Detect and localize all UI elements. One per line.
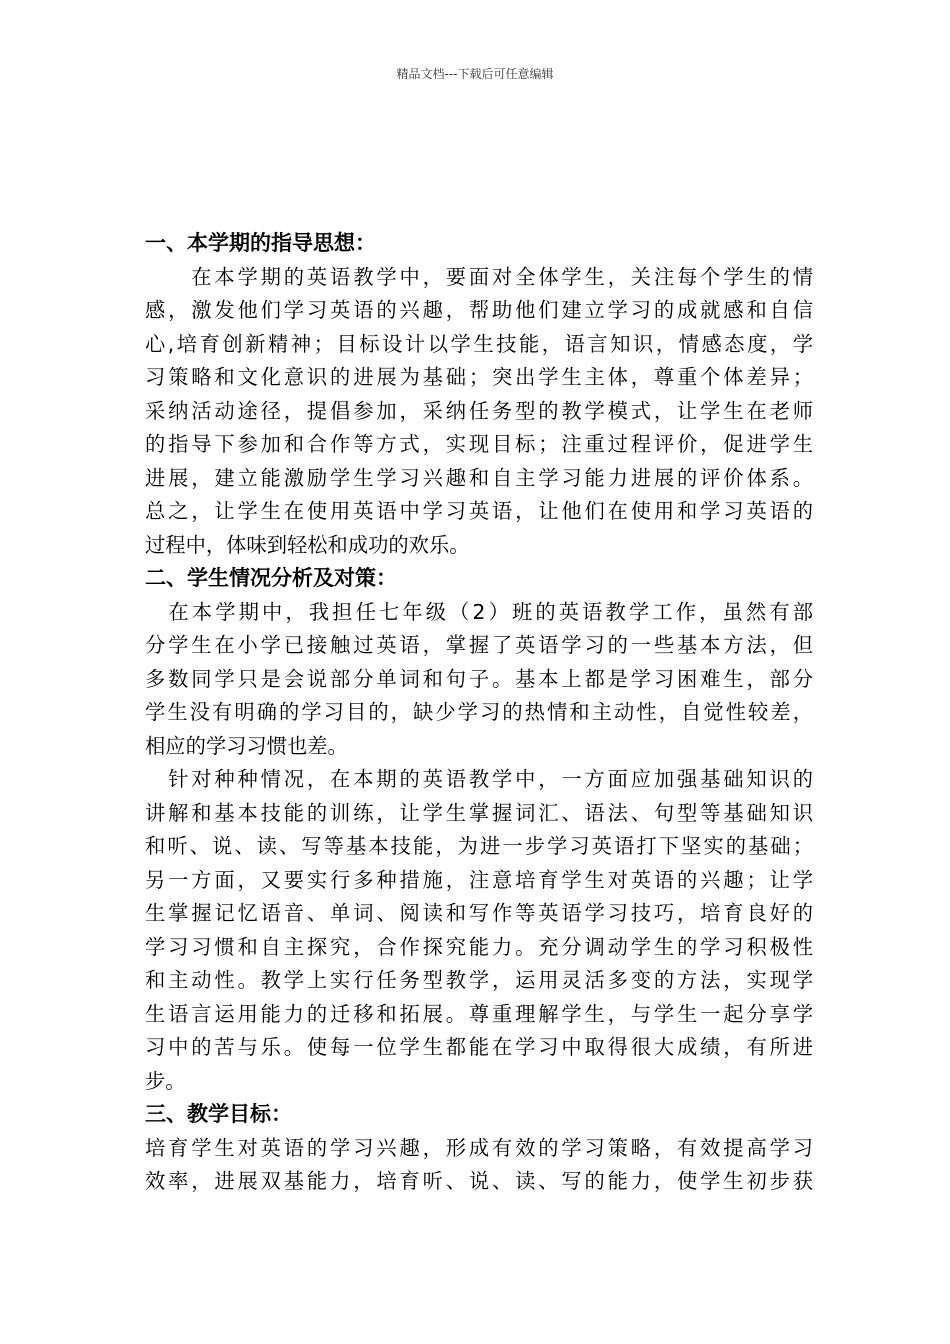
text-line: 多数同学只是会说部分单词和句子。基本上都是学习困难生，部分: [145, 666, 813, 691]
section-heading: 三、教学目标：: [145, 1102, 292, 1126]
paragraph: [145, 763, 813, 1098]
text-line: 和听、说、读、写等基本技能，为进一步学习英语打下坚实的基础；: [145, 834, 813, 858]
text-line: 另一方面，又要实行多种措施，注意培育学生对英语的兴趣；让学: [145, 867, 813, 892]
text-line: 针对种种情况，在本期的英语教学中，一方面应加强基础知识的: [145, 767, 813, 791]
text-line: 步。: [145, 1068, 186, 1093]
text-line: 学生没有明确的学习目的，缺少学习的热情和主动性，自觉性较差，: [145, 700, 813, 724]
text-line: 感，激发他们学习英语的兴趣，帮助他们建立学习的成就感和自信: [145, 298, 813, 322]
paragraph: [145, 596, 813, 764]
text-line: 相应的学习习惯也差。: [145, 733, 348, 758]
text-line: 采纳活动途径，提倡参加，采纳任务型的教学模式，让学生在老师: [145, 398, 813, 423]
text-line: 进展，建立能激励学生学习兴趣和自主学习能力进展的评价体系。: [145, 465, 813, 490]
section-heading: 一、本学期的指导思想：: [145, 231, 376, 255]
text-line: 效率，进展双基能力，培育听、说、读、写的能力，使学生初步获: [145, 1169, 813, 1193]
text-line: 的指导下参加和合作等方式，实现目标；注重过程评价，促进学生: [145, 432, 813, 456]
text-line: 生语言运用能力的迁移和拓展。尊重理解学生，与学生一起分享学: [145, 1001, 813, 1026]
text-line: 心,培育创新精神；目标设计以学生技能，语言知识，情感态度，学: [145, 331, 813, 356]
page-header: 精品文档---下载后可任意编辑: [396, 67, 554, 81]
text-line: 总之，让学生在使用英语中学习英语，让他们在使用和学习英语的: [145, 499, 813, 523]
paragraph: [145, 261, 813, 563]
text-line: 在本学期中，我担任七年级（2）班的英语教学工作，虽然有部: [145, 599, 813, 624]
text-line: 过程中，体味到轻松和成功的欢乐。: [145, 532, 470, 557]
text-line: 在本学期的英语教学中，要面对全体学生，关注每个学生的情: [145, 264, 813, 289]
text-line: 学习习惯和自主探究，合作探究能力。充分调动学生的学习积极性: [145, 934, 813, 959]
paragraph: [145, 1132, 813, 1199]
text-line: 培育学生对英语的学习兴趣，形成有效的学习策略，有效提高学习: [145, 1135, 813, 1160]
text-line: 习中的苦与乐。使每一位学生都能在学习中取得很大成绩，有所进: [145, 1035, 813, 1059]
text-line: 生掌握记忆语音、单词、阅读和写作等英语学习技巧，培育良好的: [145, 901, 813, 925]
text-line: 分学生在小学已接触过英语，掌握了英语学习的一些基本方法，但: [145, 633, 813, 657]
text-line: 讲解和基本技能的训练，让学生掌握词汇、语法、句型等基础知识: [145, 800, 813, 825]
text-line: 和主动性。教学上实行任务型教学，运用灵活多变的方法，实现学: [145, 968, 813, 992]
text-line: 习策略和文化意识的进展为基础；突出学生主体，尊重个体差异；: [145, 365, 813, 389]
section-heading: 二、学生情况分析及对策：: [145, 566, 397, 590]
document-body: [145, 227, 813, 1199]
